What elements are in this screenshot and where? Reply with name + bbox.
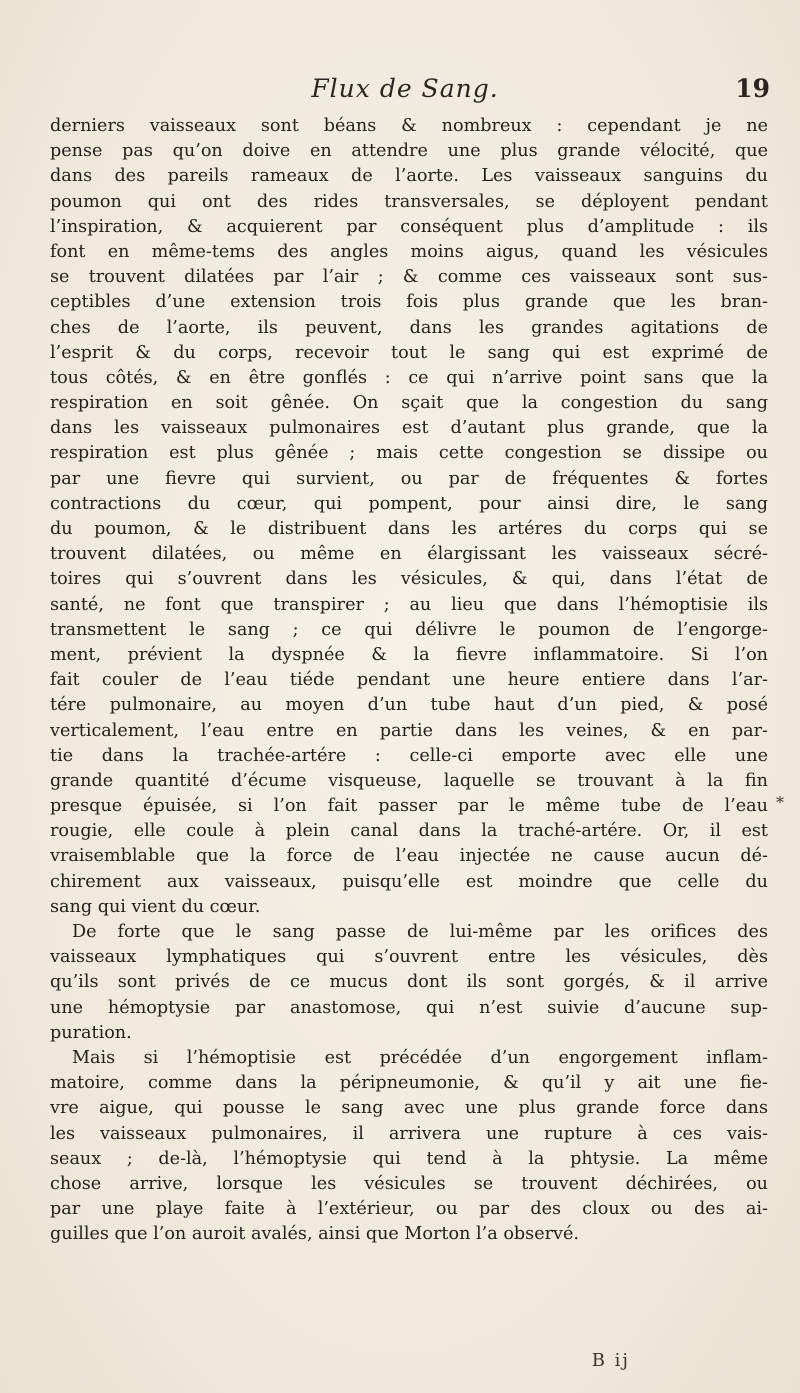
text-line: transmettent le sang ; ce qui délivre le poumon de l’engorge- [50,619,768,640]
text-line: du poumon, & le distribuent dans les artéres du corps qui se [50,519,768,539]
text-line: derniers vaisseaux sont béans & nombreux : cependant je ne [50,116,768,136]
text-line: verticalement, l’eau entre en partie dans les veines, & en par- [50,720,768,741]
page-number: 19 [735,74,770,103]
text-line: font en même-tems des angles moins aigus, quand les vésicules [50,241,768,262]
text-line: pense pas qu’on doive en attendre une plus grande vélocité, que [50,141,768,162]
text-line: chirement aux vaisseaux, puisqu’elle est moindre que celle du [50,871,768,892]
text-line: tére pulmonaire, au moyen d’un tube haut d’un pied, & posé [50,695,768,716]
text-line: guilles que l’on auroit avalés, ainsi que Morton l’a observé. [50,1224,579,1245]
text-line: sang qui vient du cœur. [50,896,261,917]
signature-mark: B ij [591,1350,630,1371]
paragraph [50,1046,768,1248]
text-line: fait couler de l’eau tiéde pendant une heure entiere dans l’ar- [50,670,768,691]
text-line: qu’ils sont privés de ce mucus dont ils sont gorgés, & il arrive [50,972,768,993]
text-line: tie dans la trachée-artére : celle-ci emporte avec elle une [50,745,768,766]
paragraph [50,114,768,920]
text-line: dans des pareils rameaux de l’aorte. Les vaisseaux sanguins du [50,166,768,187]
text-line: De forte que le sang passe de lui-même par les orifices des [72,922,768,942]
text-line: chose arrive, lorsque les vésicules se trouvent déchirées, ou [50,1173,768,1194]
text-line: poumon qui ont des rides transversales, se déployent pendant [50,191,768,212]
text-line: vaisseaux lymphatiques qui s’ouvrent entre les vésicules, dès [50,947,768,968]
page-header [40,70,770,110]
running-title: Flux de Sang. [311,74,499,103]
text-line: toires qui s’ouvrent dans les vésicules, & qui, dans l’état de [50,569,768,590]
body-text [50,114,768,1247]
text-line: ches de l’aorte, ils peuvent, dans les grandes agitations de [50,317,768,338]
text-line: rougie, elle coule à plein canal dans la traché-artére. Or, il est [50,821,768,842]
margin-mark: * [776,793,784,812]
text-line: l’esprit & du corps, recevoir tout le sang qui est exprimé de [50,342,768,363]
text-line: grande quantité d’écume visqueuse, laquelle se trouvant à la fin [50,770,768,791]
text-line: les vaisseaux pulmonaires, il arrivera une rupture à ces vais- [50,1123,768,1144]
text-line: par une playe faite à l’extérieur, ou par des cloux ou des ai- [50,1199,768,1220]
text-line: santé, ne font que transpirer ; au lieu que dans l’hémoptisie ils [50,594,768,615]
text-line: une hémoptysie par anastomose, qui n’est suivie d’aucune sup- [50,997,768,1018]
text-line: ceptibles d’une extension trois fois plus grande que les bran- [50,292,768,313]
text-line: ment, prévient la dyspnée & la fievre inflammatoire. Si l’on [50,644,768,665]
text-line: puration. [50,1022,132,1043]
text-line: tous côtés, & en être gonflés : ce qui n’arrive point sans que la [50,367,768,388]
text-line: se trouvent dilatées par l’air ; & comme ces vaisseaux sont sus- [50,267,768,288]
text-line: seaux ; de-là, l’hémoptysie qui tend à la phtysie. La même [50,1148,768,1169]
paragraph [50,920,768,1046]
text-line: presque épuisée, si l’on fait passer par le même tube de l’eau [50,796,768,817]
text-line: par une fievre qui survient, ou par de fréquentes & fortes [50,468,768,489]
text-line: respiration est plus gênée ; mais cette congestion se dissipe ou [50,443,768,464]
text-line: contractions du cœur, qui pompent, pour ainsi dire, le sang [50,493,768,514]
text-line: trouvent dilatées, ou même en élargissant les vaisseaux sécré- [50,544,768,565]
text-line: vre aigue, qui pousse le sang avec une plus grande force dans [50,1098,768,1119]
text-line: respiration en soit gênée. On sçait que la congestion du sang [50,393,768,414]
text-line: matoire, comme dans la péripneumonie, & qu’il y ait une fie- [50,1073,768,1094]
text-line: Mais si l’hémoptisie est précédée d’un engorgement inflam- [72,1047,768,1068]
text-line: dans les vaisseaux pulmonaires est d’autant plus grande, que la [50,418,768,439]
text-line: vraisemblable que la force de l’eau injectée ne cause aucun dé- [50,846,768,867]
text-line: l’inspiration, & acquierent par conséquent plus d’amplitude : ils [50,216,768,237]
